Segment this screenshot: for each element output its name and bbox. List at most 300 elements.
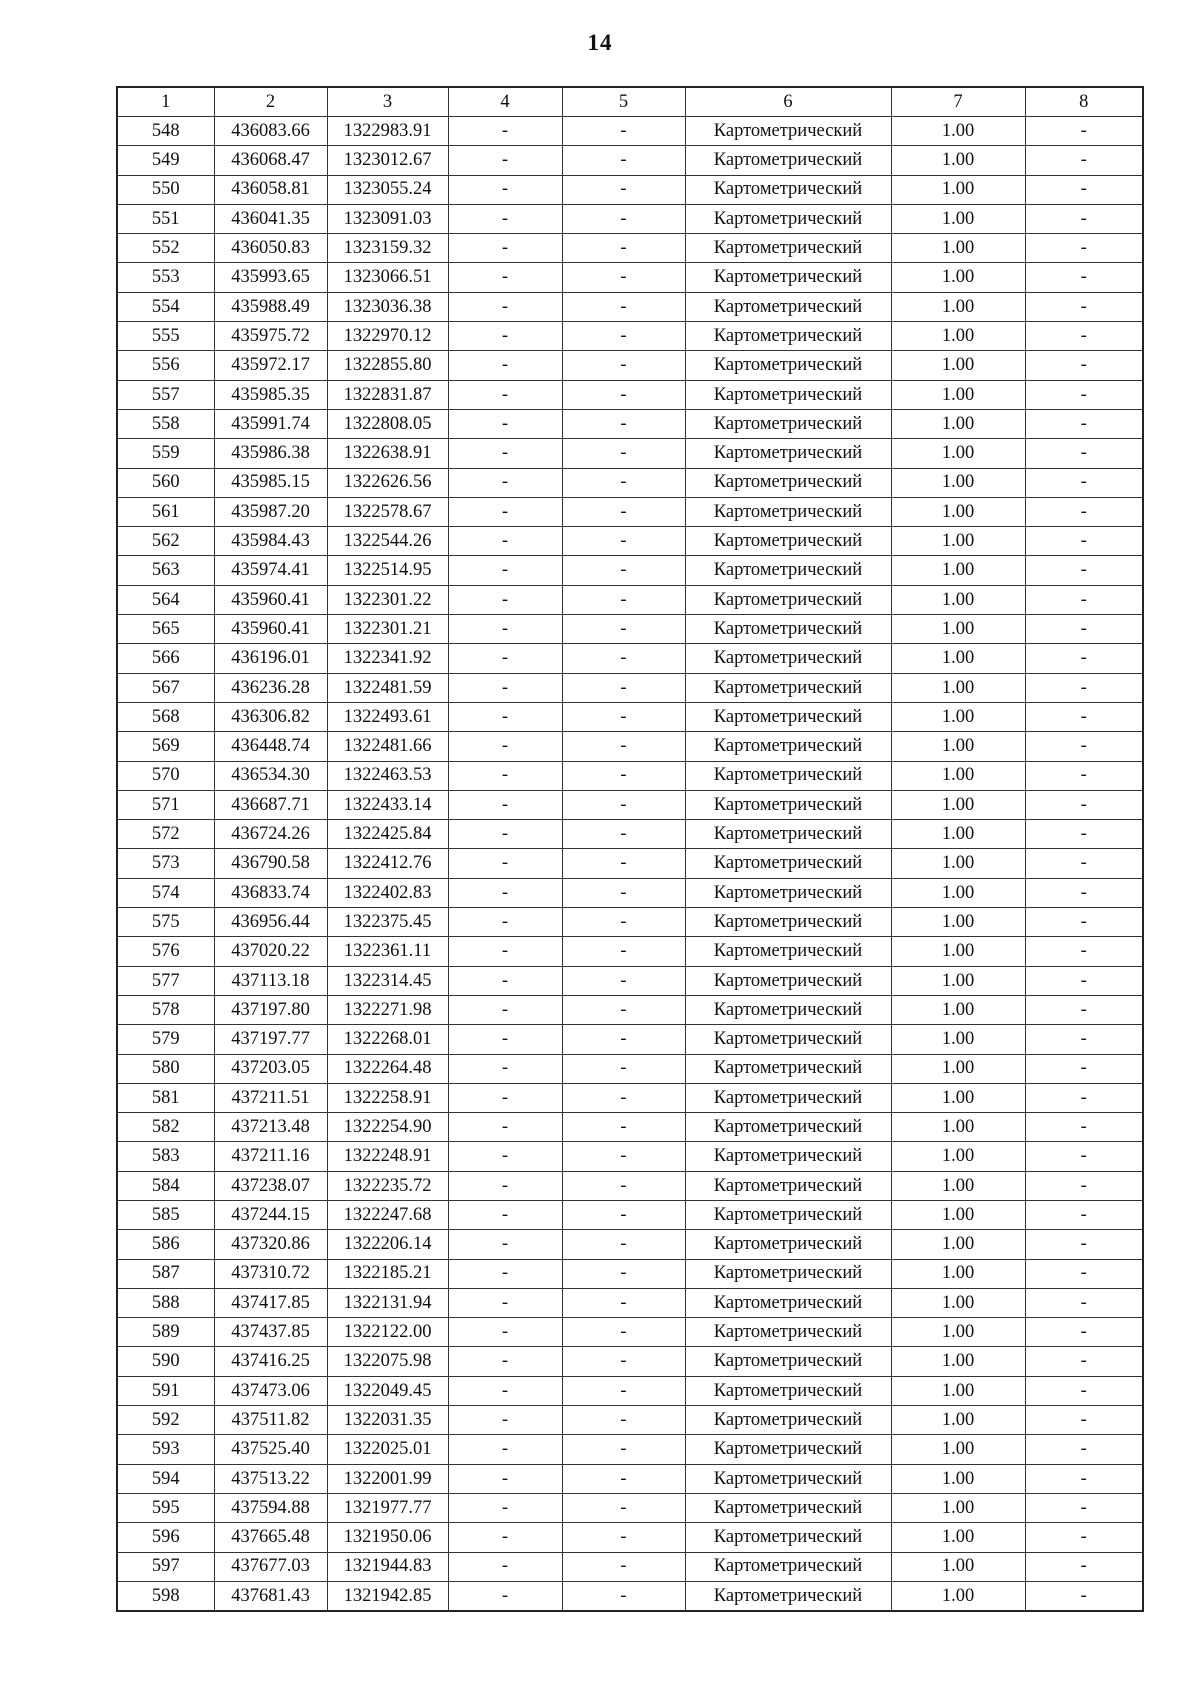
column-4-cell: - [448, 117, 562, 146]
method-cell: Картометрический [685, 878, 891, 907]
accuracy-cell: 1.00 [891, 380, 1025, 409]
method-cell: Картометрический [685, 117, 891, 146]
accuracy-cell: 1.00 [891, 878, 1025, 907]
method-cell: Картометрический [685, 1552, 891, 1581]
method-cell: Картометрический [685, 790, 891, 819]
y-coordinate-cell: 1323091.03 [327, 204, 448, 233]
y-coordinate-cell: 1322314.45 [327, 966, 448, 995]
accuracy-cell: 1.00 [891, 849, 1025, 878]
x-coordinate-cell: 435991.74 [214, 409, 327, 438]
column-8-cell: - [1025, 673, 1143, 702]
column-4-cell: - [448, 146, 562, 175]
method-cell: Картометрический [685, 995, 891, 1024]
table-row [117, 995, 1143, 1024]
x-coordinate-cell: 437677.03 [214, 1552, 327, 1581]
x-coordinate-cell: 437213.48 [214, 1113, 327, 1142]
column-4-cell: - [448, 556, 562, 585]
column-5-cell: - [562, 820, 685, 849]
point-number-cell: 578 [117, 995, 214, 1024]
x-coordinate-cell: 436196.01 [214, 644, 327, 673]
table-row [117, 292, 1143, 321]
y-coordinate-cell: 1322247.68 [327, 1200, 448, 1229]
method-cell: Картометрический [685, 1318, 891, 1347]
column-4-cell: - [448, 234, 562, 263]
method-cell: Картометрический [685, 732, 891, 761]
column-header-3: 3 [327, 87, 448, 117]
y-coordinate-cell: 1322808.05 [327, 409, 448, 438]
method-cell: Картометрический [685, 1259, 891, 1288]
table-row [117, 468, 1143, 497]
column-4-cell: - [448, 1025, 562, 1054]
table-row [117, 1259, 1143, 1288]
y-coordinate-cell: 1322301.22 [327, 585, 448, 614]
column-header-5: 5 [562, 87, 685, 117]
method-cell: Картометрический [685, 1493, 891, 1522]
point-number-cell: 570 [117, 761, 214, 790]
table-row [117, 1171, 1143, 1200]
point-number-cell: 582 [117, 1113, 214, 1142]
y-coordinate-cell: 1322970.12 [327, 322, 448, 351]
table-row [117, 175, 1143, 204]
method-cell: Картометрический [685, 1083, 891, 1112]
column-5-cell: - [562, 1581, 685, 1611]
accuracy-cell: 1.00 [891, 322, 1025, 351]
y-coordinate-cell: 1322638.91 [327, 439, 448, 468]
x-coordinate-cell: 436050.83 [214, 234, 327, 263]
method-cell: Картометрический [685, 937, 891, 966]
column-8-cell: - [1025, 937, 1143, 966]
column-5-cell: - [562, 322, 685, 351]
accuracy-cell: 1.00 [891, 615, 1025, 644]
table-row [117, 439, 1143, 468]
x-coordinate-cell: 437681.43 [214, 1581, 327, 1611]
column-5-cell: - [562, 937, 685, 966]
method-cell: Картометрический [685, 1523, 891, 1552]
column-4-cell: - [448, 292, 562, 321]
y-coordinate-cell: 1323159.32 [327, 234, 448, 263]
table-row [117, 1464, 1143, 1493]
column-4-cell: - [448, 1171, 562, 1200]
accuracy-cell: 1.00 [891, 468, 1025, 497]
method-cell: Картометрический [685, 292, 891, 321]
table-row [117, 644, 1143, 673]
column-8-cell: - [1025, 1200, 1143, 1229]
column-4-cell: - [448, 527, 562, 556]
column-8-cell: - [1025, 351, 1143, 380]
page-number: 14 [587, 30, 613, 55]
y-coordinate-cell: 1323055.24 [327, 175, 448, 204]
method-cell: Картометрический [685, 1230, 891, 1259]
column-4-cell: - [448, 615, 562, 644]
table-row [117, 761, 1143, 790]
column-4-cell: - [448, 1318, 562, 1347]
accuracy-cell: 1.00 [891, 1523, 1025, 1552]
column-5-cell: - [562, 1435, 685, 1464]
x-coordinate-cell: 435960.41 [214, 615, 327, 644]
y-coordinate-cell: 1322855.80 [327, 351, 448, 380]
accuracy-cell: 1.00 [891, 1200, 1025, 1229]
column-5-cell: - [562, 234, 685, 263]
column-4-cell: - [448, 1464, 562, 1493]
y-coordinate-cell: 1322544.26 [327, 527, 448, 556]
point-number-cell: 597 [117, 1552, 214, 1581]
x-coordinate-cell: 437238.07 [214, 1171, 327, 1200]
column-header-7: 7 [891, 87, 1025, 117]
method-cell: Картометрический [685, 1435, 891, 1464]
column-4-cell: - [448, 908, 562, 937]
column-4-cell: - [448, 1200, 562, 1229]
method-cell: Картометрический [685, 966, 891, 995]
table-row [117, 146, 1143, 175]
column-4-cell: - [448, 351, 562, 380]
x-coordinate-cell: 435987.20 [214, 497, 327, 526]
column-4-cell: - [448, 761, 562, 790]
method-cell: Картометрический [685, 468, 891, 497]
point-number-cell: 588 [117, 1288, 214, 1317]
method-cell: Картометрический [685, 351, 891, 380]
column-8-cell: - [1025, 117, 1143, 146]
column-5-cell: - [562, 1376, 685, 1405]
table-row [117, 908, 1143, 937]
coordinates-table [116, 86, 1144, 1612]
accuracy-cell: 1.00 [891, 117, 1025, 146]
point-number-cell: 591 [117, 1376, 214, 1405]
point-number-cell: 575 [117, 908, 214, 937]
column-header-1: 1 [117, 87, 214, 117]
column-8-cell: - [1025, 790, 1143, 819]
column-5-cell: - [562, 702, 685, 731]
y-coordinate-cell: 1323066.51 [327, 263, 448, 292]
column-5-cell: - [562, 1171, 685, 1200]
x-coordinate-cell: 436687.71 [214, 790, 327, 819]
column-4-cell: - [448, 673, 562, 702]
method-cell: Картометрический [685, 673, 891, 702]
column-8-cell: - [1025, 585, 1143, 614]
column-5-cell: - [562, 1406, 685, 1435]
x-coordinate-cell: 437310.72 [214, 1259, 327, 1288]
column-8-cell: - [1025, 849, 1143, 878]
x-coordinate-cell: 436448.74 [214, 732, 327, 761]
point-number-cell: 590 [117, 1347, 214, 1376]
method-cell: Картометрический [685, 1288, 891, 1317]
point-number-cell: 593 [117, 1435, 214, 1464]
column-8-cell: - [1025, 527, 1143, 556]
y-coordinate-cell: 1322402.83 [327, 878, 448, 907]
column-4-cell: - [448, 1552, 562, 1581]
point-number-cell: 586 [117, 1230, 214, 1259]
y-coordinate-cell: 1322031.35 [327, 1406, 448, 1435]
accuracy-cell: 1.00 [891, 761, 1025, 790]
y-coordinate-cell: 1321950.06 [327, 1523, 448, 1552]
y-coordinate-cell: 1322341.92 [327, 644, 448, 673]
column-8-cell: - [1025, 1054, 1143, 1083]
column-8-cell: - [1025, 1347, 1143, 1376]
method-cell: Картометрический [685, 1025, 891, 1054]
column-5-cell: - [562, 556, 685, 585]
table-row [117, 1523, 1143, 1552]
x-coordinate-cell: 435985.15 [214, 468, 327, 497]
table-row [117, 322, 1143, 351]
accuracy-cell: 1.00 [891, 995, 1025, 1024]
column-4-cell: - [448, 1142, 562, 1171]
column-8-cell: - [1025, 497, 1143, 526]
x-coordinate-cell: 436724.26 [214, 820, 327, 849]
point-number-cell: 585 [117, 1200, 214, 1229]
column-5-cell: - [562, 1200, 685, 1229]
y-coordinate-cell: 1322831.87 [327, 380, 448, 409]
point-number-cell: 548 [117, 117, 214, 146]
accuracy-cell: 1.00 [891, 1376, 1025, 1405]
method-cell: Картометрический [685, 380, 891, 409]
column-4-cell: - [448, 1523, 562, 1552]
point-number-cell: 559 [117, 439, 214, 468]
y-coordinate-cell: 1322075.98 [327, 1347, 448, 1376]
method-cell: Картометрический [685, 644, 891, 673]
point-number-cell: 581 [117, 1083, 214, 1112]
point-number-cell: 561 [117, 497, 214, 526]
column-5-cell: - [562, 117, 685, 146]
column-8-cell: - [1025, 1376, 1143, 1405]
column-8-cell: - [1025, 146, 1143, 175]
y-coordinate-cell: 1322514.95 [327, 556, 448, 585]
accuracy-cell: 1.00 [891, 820, 1025, 849]
table-row [117, 702, 1143, 731]
column-5-cell: - [562, 204, 685, 233]
accuracy-cell: 1.00 [891, 1318, 1025, 1347]
table-row [117, 966, 1143, 995]
x-coordinate-cell: 437211.16 [214, 1142, 327, 1171]
x-coordinate-cell: 436041.35 [214, 204, 327, 233]
column-8-cell: - [1025, 1113, 1143, 1142]
accuracy-cell: 1.00 [891, 497, 1025, 526]
table-row [117, 1347, 1143, 1376]
column-8-cell: - [1025, 995, 1143, 1024]
point-number-cell: 550 [117, 175, 214, 204]
column-8-cell: - [1025, 1230, 1143, 1259]
column-8-cell: - [1025, 732, 1143, 761]
accuracy-cell: 1.00 [891, 702, 1025, 731]
column-4-cell: - [448, 966, 562, 995]
column-4-cell: - [448, 439, 562, 468]
point-number-cell: 563 [117, 556, 214, 585]
y-coordinate-cell: 1321944.83 [327, 1552, 448, 1581]
point-number-cell: 598 [117, 1581, 214, 1611]
point-number-cell: 557 [117, 380, 214, 409]
column-5-cell: - [562, 1054, 685, 1083]
column-header-8: 8 [1025, 87, 1143, 117]
table-row [117, 615, 1143, 644]
x-coordinate-cell: 437417.85 [214, 1288, 327, 1317]
accuracy-cell: 1.00 [891, 439, 1025, 468]
accuracy-cell: 1.00 [891, 175, 1025, 204]
column-4-cell: - [448, 1113, 562, 1142]
accuracy-cell: 1.00 [891, 1171, 1025, 1200]
column-5-cell: - [562, 351, 685, 380]
point-number-cell: 589 [117, 1318, 214, 1347]
y-coordinate-cell: 1322001.99 [327, 1464, 448, 1493]
point-number-cell: 554 [117, 292, 214, 321]
method-cell: Картометрический [685, 1406, 891, 1435]
x-coordinate-cell: 437525.40 [214, 1435, 327, 1464]
point-number-cell: 572 [117, 820, 214, 849]
x-coordinate-cell: 435974.41 [214, 556, 327, 585]
x-coordinate-cell: 436833.74 [214, 878, 327, 907]
method-cell: Картометрический [685, 1054, 891, 1083]
method-cell: Картометрический [685, 761, 891, 790]
column-4-cell: - [448, 732, 562, 761]
column-4-cell: - [448, 263, 562, 292]
x-coordinate-cell: 436306.82 [214, 702, 327, 731]
x-coordinate-cell: 435984.43 [214, 527, 327, 556]
point-number-cell: 580 [117, 1054, 214, 1083]
column-8-cell: - [1025, 234, 1143, 263]
point-number-cell: 568 [117, 702, 214, 731]
y-coordinate-cell: 1322235.72 [327, 1171, 448, 1200]
column-8-cell: - [1025, 1083, 1143, 1112]
column-4-cell: - [448, 1347, 562, 1376]
column-header-4: 4 [448, 87, 562, 117]
table-row [117, 1025, 1143, 1054]
table-row [117, 732, 1143, 761]
method-cell: Картометрический [685, 702, 891, 731]
column-4-cell: - [448, 409, 562, 438]
table-row [117, 1083, 1143, 1112]
accuracy-cell: 1.00 [891, 292, 1025, 321]
column-4-cell: - [448, 1493, 562, 1522]
accuracy-cell: 1.00 [891, 1083, 1025, 1112]
accuracy-cell: 1.00 [891, 1552, 1025, 1581]
y-coordinate-cell: 1322301.21 [327, 615, 448, 644]
method-cell: Картометрический [685, 263, 891, 292]
method-cell: Картометрический [685, 556, 891, 585]
method-cell: Картометрический [685, 1142, 891, 1171]
x-coordinate-cell: 437513.22 [214, 1464, 327, 1493]
y-coordinate-cell: 1322493.61 [327, 702, 448, 731]
column-5-cell: - [562, 175, 685, 204]
accuracy-cell: 1.00 [891, 204, 1025, 233]
x-coordinate-cell: 435972.17 [214, 351, 327, 380]
table-row [117, 585, 1143, 614]
y-coordinate-cell: 1322254.90 [327, 1113, 448, 1142]
point-number-cell: 569 [117, 732, 214, 761]
point-number-cell: 565 [117, 615, 214, 644]
x-coordinate-cell: 437197.77 [214, 1025, 327, 1054]
column-8-cell: - [1025, 644, 1143, 673]
point-number-cell: 577 [117, 966, 214, 995]
point-number-cell: 567 [117, 673, 214, 702]
point-number-cell: 574 [117, 878, 214, 907]
x-coordinate-cell: 435975.72 [214, 322, 327, 351]
column-5-cell: - [562, 761, 685, 790]
table-row [117, 1406, 1143, 1435]
accuracy-cell: 1.00 [891, 908, 1025, 937]
table-row [117, 527, 1143, 556]
column-4-cell: - [448, 175, 562, 204]
column-5-cell: - [562, 849, 685, 878]
column-4-cell: - [448, 1435, 562, 1464]
point-number-cell: 562 [117, 527, 214, 556]
accuracy-cell: 1.00 [891, 1113, 1025, 1142]
method-cell: Картометрический [685, 409, 891, 438]
point-number-cell: 594 [117, 1464, 214, 1493]
column-8-cell: - [1025, 263, 1143, 292]
column-8-cell: - [1025, 322, 1143, 351]
table-header [117, 87, 1143, 117]
accuracy-cell: 1.00 [891, 1142, 1025, 1171]
table-row [117, 1435, 1143, 1464]
point-number-cell: 595 [117, 1493, 214, 1522]
column-header-6: 6 [685, 87, 891, 117]
column-4-cell: - [448, 585, 562, 614]
method-cell: Картометрический [685, 1347, 891, 1376]
accuracy-cell: 1.00 [891, 234, 1025, 263]
column-4-cell: - [448, 1083, 562, 1112]
point-number-cell: 566 [117, 644, 214, 673]
point-number-cell: 551 [117, 204, 214, 233]
x-coordinate-cell: 435985.35 [214, 380, 327, 409]
column-4-cell: - [448, 937, 562, 966]
column-4-cell: - [448, 1054, 562, 1083]
x-coordinate-cell: 437416.25 [214, 1347, 327, 1376]
column-8-cell: - [1025, 702, 1143, 731]
y-coordinate-cell: 1322264.48 [327, 1054, 448, 1083]
column-5-cell: - [562, 1025, 685, 1054]
column-5-cell: - [562, 1464, 685, 1493]
point-number-cell: 596 [117, 1523, 214, 1552]
column-5-cell: - [562, 263, 685, 292]
accuracy-cell: 1.00 [891, 1054, 1025, 1083]
point-number-cell: 592 [117, 1406, 214, 1435]
point-number-cell: 552 [117, 234, 214, 263]
point-number-cell: 556 [117, 351, 214, 380]
y-coordinate-cell: 1322131.94 [327, 1288, 448, 1317]
table-row [117, 1230, 1143, 1259]
x-coordinate-cell: 437511.82 [214, 1406, 327, 1435]
method-cell: Картометрический [685, 1581, 891, 1611]
y-coordinate-cell: 1322025.01 [327, 1435, 448, 1464]
x-coordinate-cell: 437594.88 [214, 1493, 327, 1522]
column-5-cell: - [562, 1552, 685, 1581]
table-row [117, 1200, 1143, 1229]
header-row [117, 87, 1143, 117]
method-cell: Картометрический [685, 1464, 891, 1493]
x-coordinate-cell: 437020.22 [214, 937, 327, 966]
column-5-cell: - [562, 1347, 685, 1376]
column-8-cell: - [1025, 1493, 1143, 1522]
column-8-cell: - [1025, 1464, 1143, 1493]
y-coordinate-cell: 1322268.01 [327, 1025, 448, 1054]
table-row [117, 204, 1143, 233]
x-coordinate-cell: 435986.38 [214, 439, 327, 468]
y-coordinate-cell: 1322481.66 [327, 732, 448, 761]
y-coordinate-cell: 1322425.84 [327, 820, 448, 849]
table-row [117, 234, 1143, 263]
column-8-cell: - [1025, 1581, 1143, 1611]
point-number-cell: 579 [117, 1025, 214, 1054]
x-coordinate-cell: 435993.65 [214, 263, 327, 292]
method-cell: Картометрический [685, 322, 891, 351]
table-row [117, 790, 1143, 819]
y-coordinate-cell: 1322185.21 [327, 1259, 448, 1288]
column-4-cell: - [448, 497, 562, 526]
column-5-cell: - [562, 995, 685, 1024]
x-coordinate-cell: 437197.80 [214, 995, 327, 1024]
table-row [117, 1376, 1143, 1405]
accuracy-cell: 1.00 [891, 1406, 1025, 1435]
table-body [117, 117, 1143, 1612]
x-coordinate-cell: 437211.51 [214, 1083, 327, 1112]
method-cell: Картометрический [685, 585, 891, 614]
